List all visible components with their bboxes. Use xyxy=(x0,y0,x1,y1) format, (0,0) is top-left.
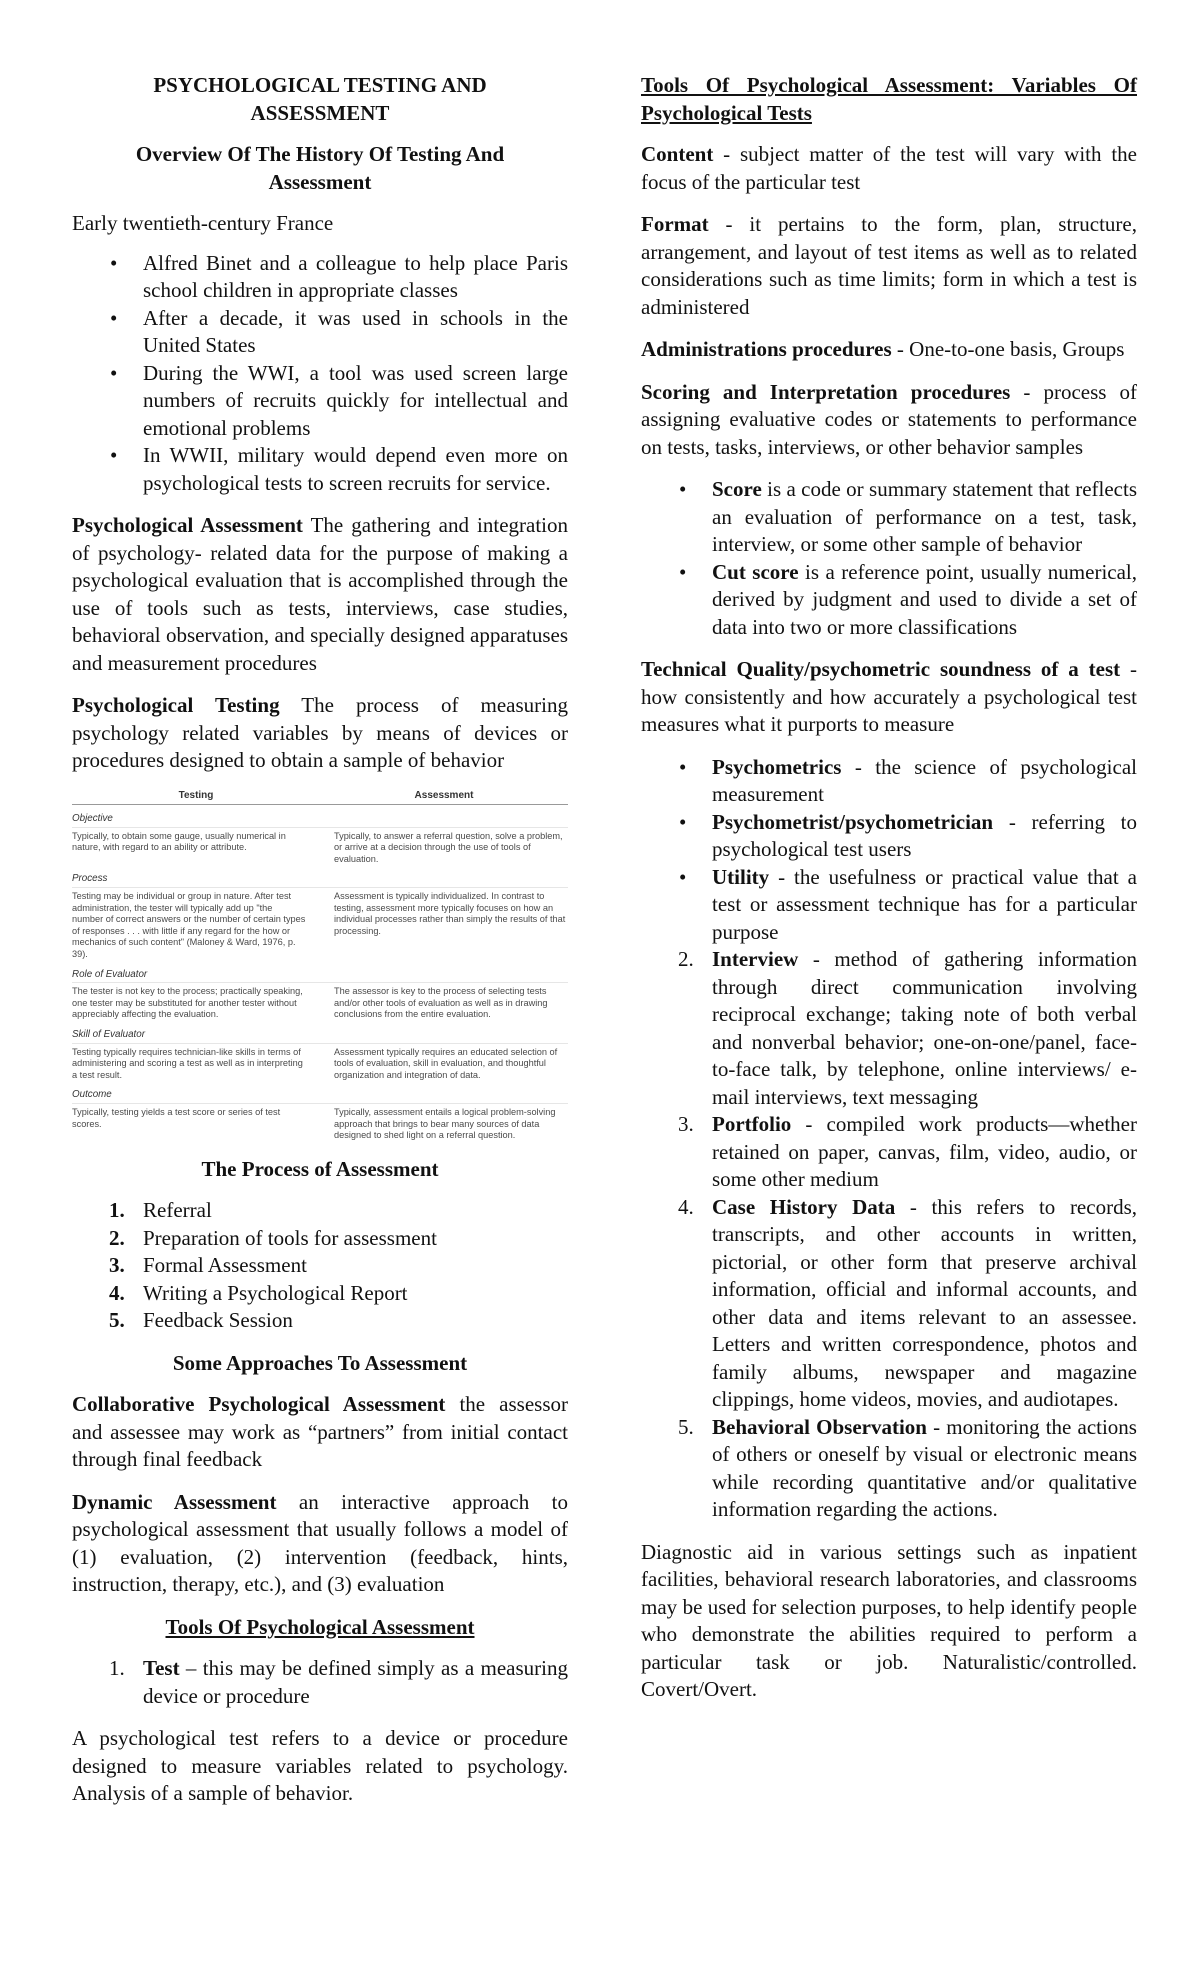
process-list xyxy=(72,1197,568,1335)
collaborative-term: Collaborative Psychological Assessment xyxy=(72,1392,446,1417)
history-list xyxy=(72,250,568,498)
tools-list-start xyxy=(72,1655,568,1710)
table-section-label: Skill of Evaluator xyxy=(72,1029,568,1044)
tool-item: 4. Case History Data - this refers to records, transcripts, and other accounts in written, pictorial, or other form that preserve archival information, official and informal accounts, and other data and items relevant to an assessee. Letters and written correspondence, photos and family albums, newspaper and magazine clippings, home videos, movies, and audiotapes. xyxy=(678,1194,1137,1411)
psychometrics-item: • Psychometrist/psychometrician - referring to psychological test users xyxy=(679,809,1137,861)
table-cell: Typically, to answer a referral question, solve a problem, or arrive at a decision through the use of tools of evaluation. xyxy=(334,830,563,864)
variables-heading: Tools Of Psychological Assessment: Variables Of Psychological Tests xyxy=(641,73,1137,125)
table-cell: Typically, assessment entails a logical problem-solving approach that brings to bear many sources of data designed to shed light on a referral question. xyxy=(334,1106,556,1141)
early-line: Early twentieth-century France xyxy=(72,211,334,235)
table-section-label: Outcome xyxy=(72,1089,568,1104)
tools-heading: Tools Of Psychological Assessment xyxy=(165,1614,475,1639)
table-row xyxy=(72,831,568,866)
table-col-testing: Testing xyxy=(178,789,214,801)
psychometrics-list xyxy=(641,754,1137,947)
scoring-item: • Score is a code or summary statement that reflects an evaluation of performance on a test, task, interview, or some other sample of behavior xyxy=(679,477,1137,556)
content-definition: Content - subject matter of the test will vary with the focus of the particular test xyxy=(641,142,1137,194)
technical-quality-definition: Technical Quality/psychometric soundness of a test - how consistently and how accurately a psychological test measures what it purports to measure xyxy=(641,657,1137,736)
table-cell: Typically, testing yields a test score or series of test scores. xyxy=(72,1106,281,1129)
left-column xyxy=(72,72,568,1823)
process-step: 5. Feedback Session xyxy=(109,1308,293,1333)
overview-heading: Overview Of The History Of Testing And Assessment xyxy=(135,142,505,194)
dynamic-definition: Dynamic Assessment an interactive approach to psychological assessment that usually follows a model of (1) evaluation, (2) intervention (feedback, hints, instruction, therapy, etc.), and (3) evaluation xyxy=(72,1489,568,1597)
right-column xyxy=(641,72,1137,1719)
tool-item: 3. Portfolio - compiled work products—whether retained on paper, canvas, film, video, audio, or some other medium xyxy=(678,1112,1137,1191)
table-cell: Assessment is typically individualized. In contrast to testing, assessment more typically focuses on how an individual processes rather than simply the results of that processing. xyxy=(334,891,566,936)
scoring-list xyxy=(641,476,1137,641)
table-header xyxy=(72,790,568,806)
process-step: 4. Writing a Psychological Report xyxy=(109,1280,408,1305)
approaches-heading: Some Approaches To Assessment xyxy=(172,1350,468,1375)
format-definition: Format - it pertains to the form, plan, structure, arrangement, and layout of test items as well as to related considerations such as time limits; form in which a test is administered xyxy=(641,212,1137,319)
collaborative-definition: Collaborative Psychological Assessment the assessor and assessee may work as “partners” from initial contact through final feedback xyxy=(72,1392,569,1472)
process-step: 2. Preparation of tools for assessment xyxy=(109,1225,437,1250)
process-step: 1. Referral xyxy=(109,1198,212,1223)
table-section-label: Objective xyxy=(72,813,568,828)
test-closing-paragraph: A psychological test refers to a device or procedure designed to measure variables related to psychology. Analysis of a sample of behavior. xyxy=(72,1726,568,1806)
testing-term: Psychological Testing xyxy=(72,693,280,717)
tools-list-continued xyxy=(641,946,1137,1524)
testing-vs-assessment-table xyxy=(72,790,568,1142)
scoring-definition: Scoring and Interpretation procedures - process of assigning evaluative codes or statements to performance on tests, tasks, interviews, or other behavior samples xyxy=(641,379,1137,459)
history-item: • During the WWI, a tool was used screen large numbers of recruits quickly for intellectual and emotional problems xyxy=(110,360,568,440)
table-row xyxy=(72,986,568,1021)
testing-definition: Psychological Testing The process of measuring psychology related variables by means of devices or procedures designed to obtain a sample of behavior xyxy=(72,693,568,772)
table-col-assessment: Assessment xyxy=(414,789,474,801)
table-cell: Typically, to obtain some gauge, usually numerical in nature, with regard to an ability or attribute. xyxy=(72,830,286,853)
scoring-item: • Cut score is a reference point, usually numerical, derived by judgment and used to divide a set of data into two or more classifications xyxy=(679,559,1138,639)
table-section-label: Process xyxy=(72,873,568,888)
table-row xyxy=(72,1047,568,1082)
table-cell: Assessment typically requires an educated selection of tools of evaluation, skill in evaluation, and thoughtful organization and integration of data. xyxy=(334,1046,558,1080)
assessment-definition: Psychological Assessment The gathering and integration of psychology- related data for the purpose of making a psychological evaluation that is accomplished through the use of tools such as tests, interviews, case studies, behavioral observation, and specially designed apparatuses and measurement procedures xyxy=(72,513,568,675)
tool-item: 2. Interview - method of gathering information through direct communication involving reciprocal exchange; taking note of both verbal and nonverbal behavior; one-on-one/panel, face-to-face talk, by telephone, online interviews/ e-mail interviews, text messaging xyxy=(678,947,1137,1109)
assessment-term: Psychological Assessment xyxy=(72,513,303,537)
psychometrics-item: • Psychometrics - the science of psychological measurement xyxy=(679,754,1137,806)
tool-item: 5. Behavioral Observation - monitoring the actions of others or oneself by visual or electronic means while recording quantitative and/or qualitative information regarding the actions. xyxy=(678,1414,1137,1521)
dynamic-term: Dynamic Assessment xyxy=(72,1489,277,1514)
table-section-label: Role of Evaluator xyxy=(72,969,568,984)
history-item: • In WWII, military would depend even more on psychological tests to screen recruits for service. xyxy=(110,443,568,495)
table-cell: Testing may be individual or group in nature. After test administration, the tester will typically add up "the number of correct answers or the number of certain types of responses . . . with little if any regard for the how or mechanics of such content" (Maloney & Ward, 1976, p. 39). xyxy=(72,891,306,960)
history-item: • Alfred Binet and a colleague to help place Paris school children in appropriate classes xyxy=(110,250,568,302)
process-heading: The Process of Assessment xyxy=(201,1156,439,1181)
administration-definition: Administrations procedures - One-to-one basis, Groups xyxy=(641,337,1125,361)
document-title: PSYCHOLOGICAL TESTING AND ASSESSMENT xyxy=(153,73,487,125)
process-step: 3. Formal Assessment xyxy=(109,1253,307,1278)
diagnostic-paragraph: Diagnostic aid in various settings such as inpatient facilities, behavioral research laboratories, and classrooms may be used for selection purposes, to help identify people who demonstrate the abilities required to perform a particular task or job. Naturalistic/controlled. Covert/Overt. xyxy=(641,1539,1137,1701)
table-row xyxy=(72,891,568,961)
psychometrics-item: • Utility - the usefulness or practical value that a test or assessment technique has for a particular purpose xyxy=(679,864,1137,944)
table-cell: The assessor is key to the process of selecting tests and/or other tools of evaluation as well as in drawing conclusions from the entire evaluation. xyxy=(334,986,548,1020)
history-item: • After a decade, it was used in schools in the United States xyxy=(110,305,568,357)
tool-item: 1. Test – this may be defined simply as a measuring device or procedure xyxy=(109,1656,568,1708)
table-row xyxy=(72,1107,568,1142)
table-cell: Testing typically requires technician-like skills in terms of administering and scoring a test as well as in interpreting a test result. xyxy=(72,1046,303,1080)
table-cell: The tester is not key to the process; practically speaking, one tester may be substituted for another tester without appreciably affecting the evaluation. xyxy=(72,986,303,1020)
